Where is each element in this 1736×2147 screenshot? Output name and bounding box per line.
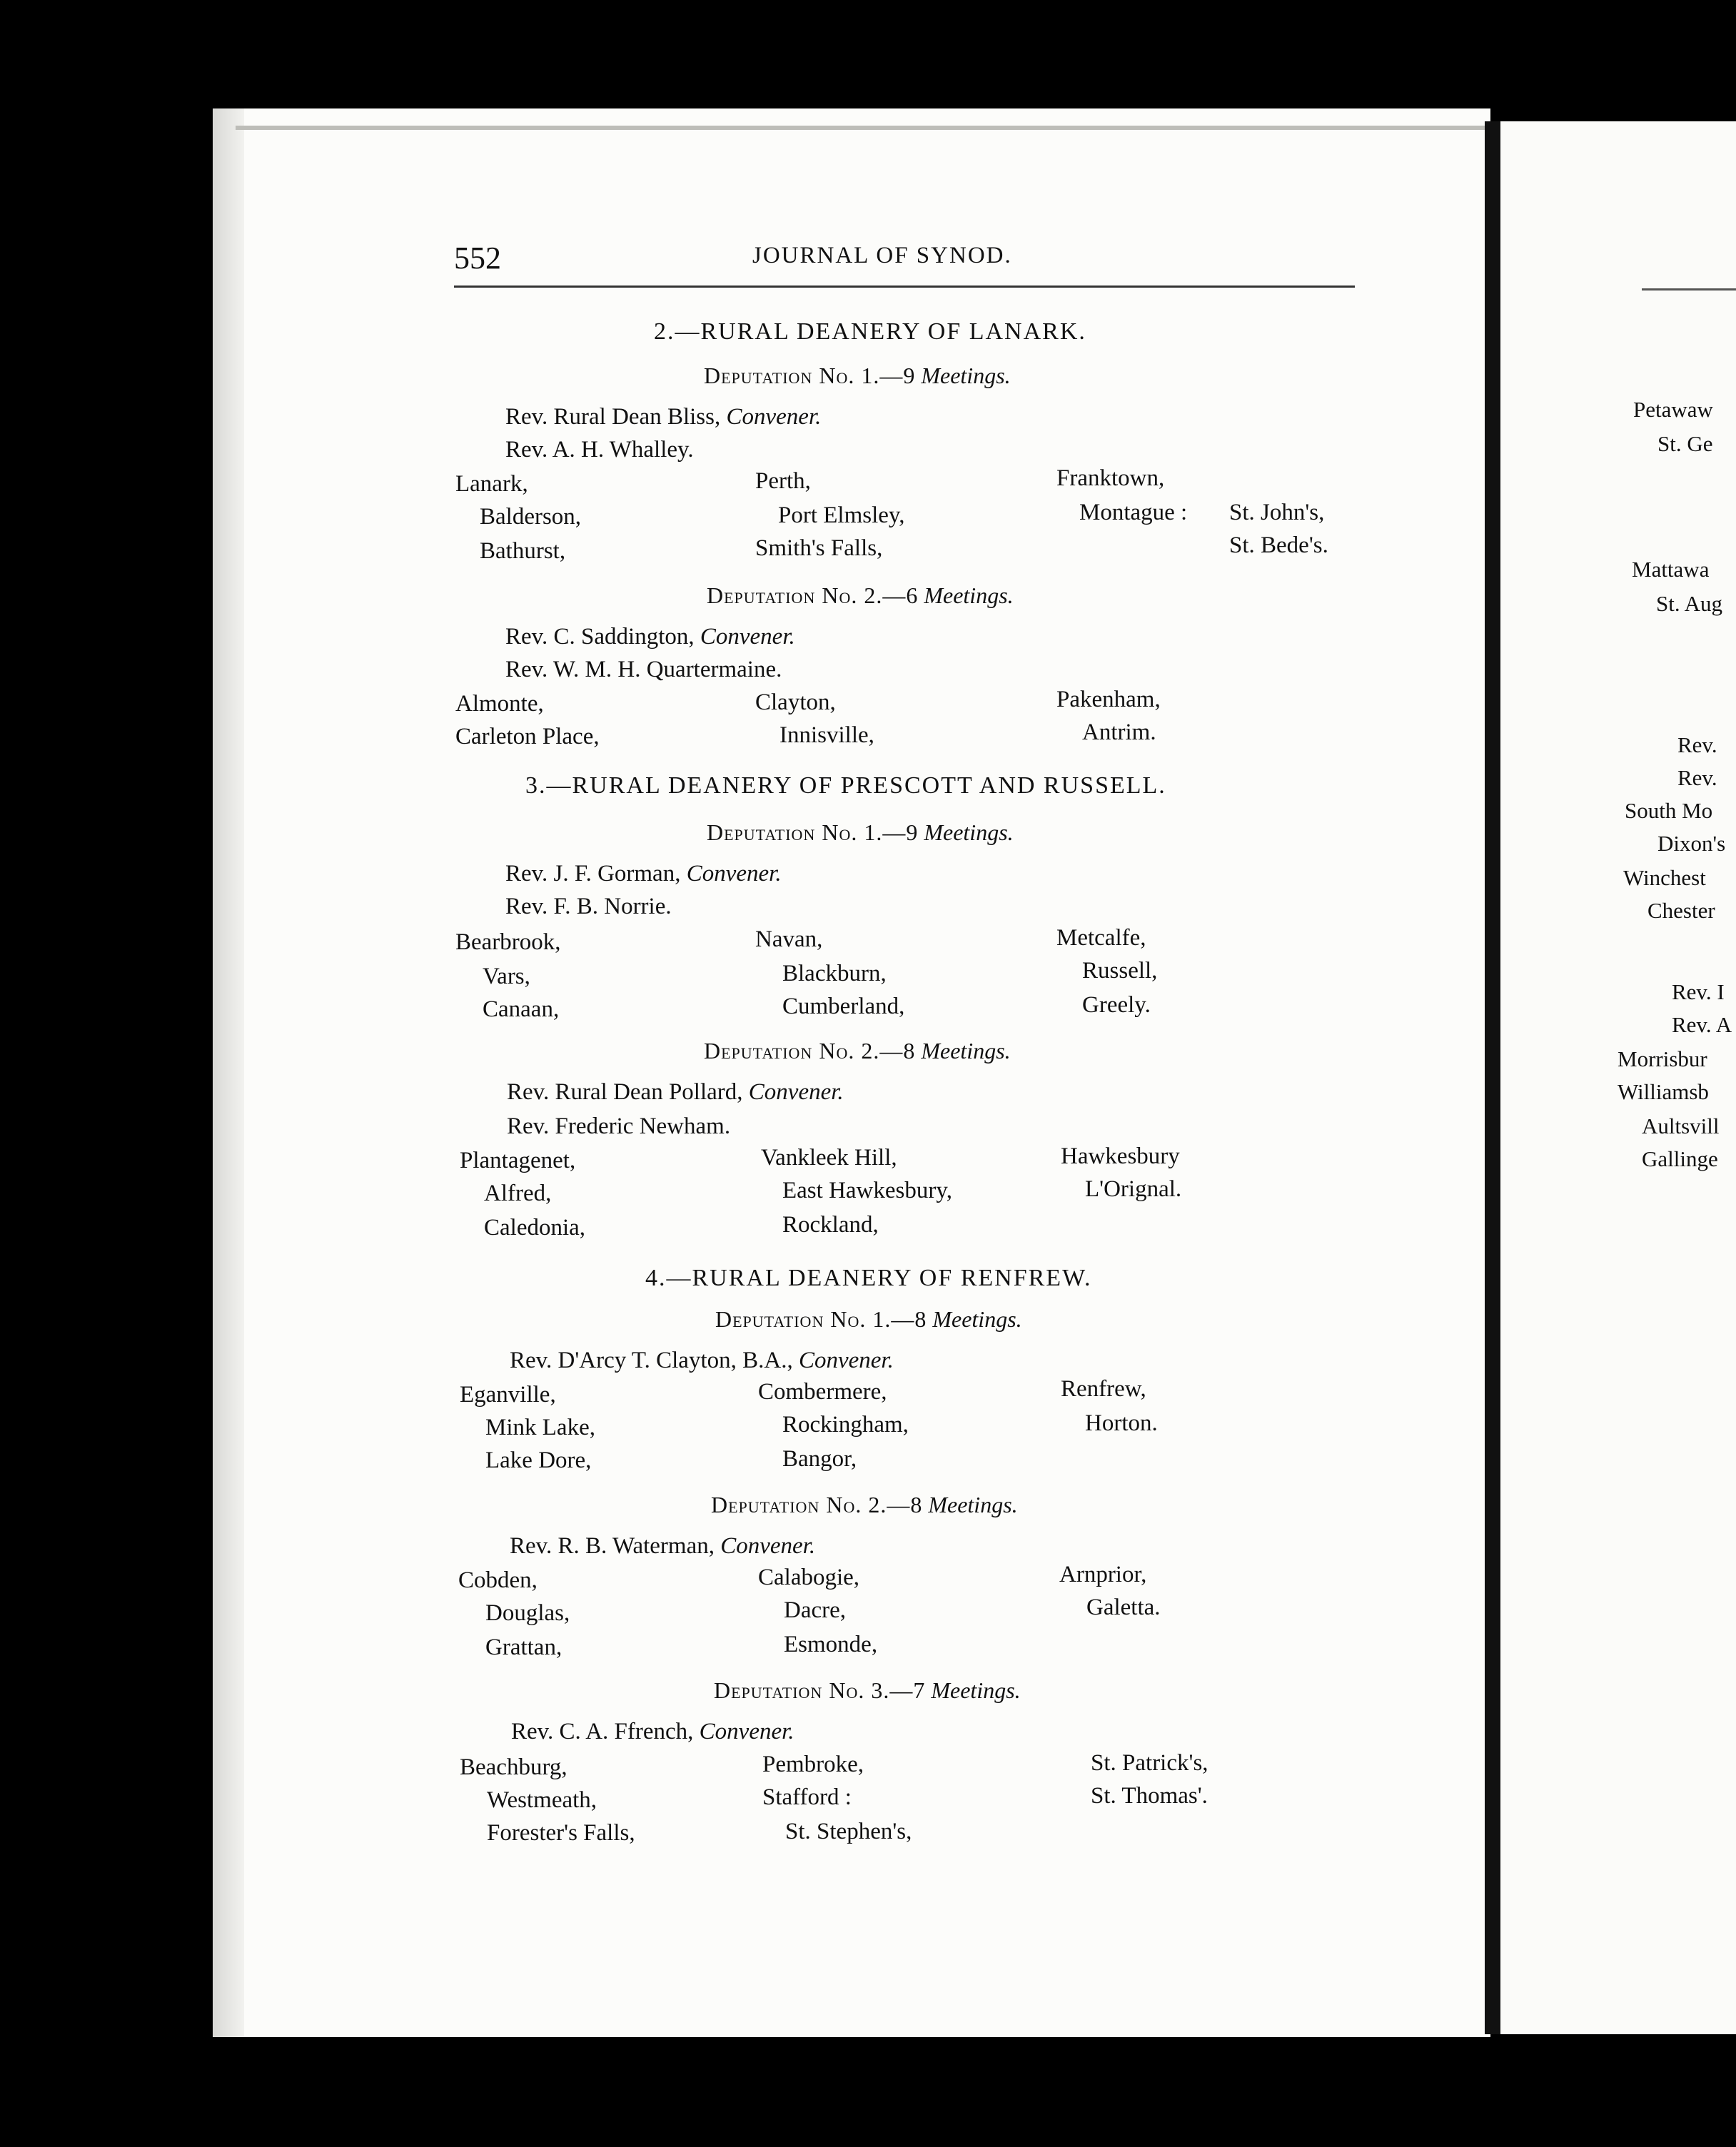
- clergy-line: Rev. Rural Dean Pollard, Convener.: [507, 1079, 844, 1105]
- section-title-renfrew: 4.—RURAL DEANERY OF RENFREW.: [645, 1265, 1092, 1291]
- page-header: [454, 240, 1355, 286]
- facing-page-text: Mattawa: [1632, 557, 1710, 582]
- place-name: Balderson,: [480, 504, 582, 530]
- place-name: St. Patrick's,: [1091, 1750, 1208, 1776]
- clergy-line: Rev. Rural Dean Bliss, Convener.: [505, 404, 822, 430]
- place-name: Bearbrook,: [455, 929, 561, 955]
- place-name: Canaan,: [483, 996, 560, 1022]
- place-name: Plantagenet,: [460, 1148, 576, 1173]
- place-name: Mink Lake,: [485, 1415, 595, 1440]
- clergy-line: Rev. R. B. Waterman, Convener.: [510, 1533, 816, 1559]
- place-name: St. Thomas'.: [1091, 1783, 1208, 1809]
- place-name: Pembroke,: [762, 1752, 864, 1777]
- place-name: Rockland,: [782, 1212, 879, 1238]
- place-name: Montague :: [1079, 500, 1188, 525]
- facing-page-text: Morrisbur: [1618, 1046, 1707, 1071]
- facing-page-text: Winchest: [1623, 865, 1706, 890]
- facing-page-text: Dixon's: [1657, 831, 1726, 856]
- clergy-line: Rev. C. A. Ffrench, Convener.: [511, 1719, 794, 1744]
- clergy-line: Rev. A. H. Whalley.: [505, 437, 694, 463]
- place-name: Smith's Falls,: [755, 535, 883, 561]
- facing-page-text: Rev.: [1677, 732, 1717, 757]
- place-name: East Hawkesbury,: [782, 1178, 952, 1203]
- place-name: Cobden,: [458, 1567, 538, 1593]
- place-name: Calabogie,: [758, 1565, 860, 1590]
- place-name: Vankleek Hill,: [761, 1145, 897, 1171]
- facing-page-text: South Mo: [1625, 798, 1713, 823]
- deputation-heading: Deputation No. 2.—8 Meetings.: [704, 1038, 1011, 1064]
- left-page: [213, 108, 1490, 2037]
- place-name: Almonte,: [455, 691, 544, 717]
- place-name: Alfred,: [484, 1181, 552, 1206]
- place-name: Forester's Falls,: [487, 1820, 635, 1846]
- right-page-rule: [1642, 288, 1736, 291]
- clergy-line: Rev. C. Saddington, Convener.: [505, 624, 795, 650]
- place-name: Russell,: [1082, 958, 1158, 984]
- place-name: Beachburg,: [460, 1754, 567, 1780]
- page-top-edge: [236, 126, 1489, 130]
- place-name: Galetta.: [1086, 1595, 1161, 1620]
- place-name: Renfrew,: [1061, 1376, 1146, 1402]
- place-name: Lake Dore,: [485, 1448, 592, 1473]
- place-name: Douglas,: [485, 1600, 570, 1626]
- place-name: Port Elmsley,: [778, 502, 905, 528]
- place-name: Horton.: [1085, 1410, 1158, 1436]
- place-name: Pakenham,: [1056, 687, 1161, 712]
- facing-page-text: St. Aug: [1656, 591, 1723, 616]
- place-name: Carleton Place,: [455, 724, 600, 749]
- facing-page-text: Williamsb: [1618, 1079, 1709, 1104]
- facing-page-text: Chester: [1647, 898, 1715, 923]
- facing-page-text: Rev. A: [1672, 1012, 1732, 1037]
- header-rule: [454, 286, 1355, 288]
- clergy-line: Rev. F. B. Norrie.: [505, 894, 672, 919]
- facing-page-text: Gallinge: [1642, 1146, 1718, 1171]
- place-name: Combermere,: [758, 1379, 887, 1405]
- facing-page-text: St. Ge: [1657, 431, 1713, 456]
- place-name: Navan,: [755, 926, 823, 952]
- place-name: Bangor,: [782, 1446, 857, 1472]
- facing-page-text: Rev.: [1677, 765, 1717, 790]
- clergy-line: Rev. Frederic Newham.: [507, 1113, 731, 1139]
- place-name: Stafford :: [762, 1784, 852, 1810]
- place-name: Lanark,: [455, 471, 528, 497]
- book-gutter: [1485, 121, 1500, 2034]
- deputation-heading: Deputation No. 2.—8 Meetings.: [711, 1492, 1018, 1517]
- facing-page-text: Petawaw: [1633, 397, 1713, 422]
- place-name: Caledonia,: [484, 1215, 586, 1241]
- clergy-line: Rev. W. M. H. Quartermaine.: [505, 657, 782, 682]
- running-title: JOURNAL OF SYNOD.: [752, 243, 1012, 268]
- place-name: L'Orignal.: [1085, 1176, 1182, 1202]
- place-name: Esmonde,: [784, 1632, 878, 1657]
- place-name: Clayton,: [755, 689, 836, 715]
- place-name: St. Bede's.: [1229, 532, 1328, 558]
- place-name: Hawkesbury: [1061, 1143, 1180, 1169]
- place-name: St. Stephen's,: [785, 1819, 912, 1844]
- deputation-heading: Deputation No. 1.—9 Meetings.: [704, 363, 1011, 388]
- facing-page-text: Rev. I: [1672, 979, 1725, 1004]
- facing-page-text: Aultsvill: [1642, 1113, 1720, 1138]
- place-name: Cumberland,: [782, 994, 905, 1019]
- place-name: Arnprior,: [1059, 1562, 1147, 1587]
- place-name: Eganville,: [460, 1382, 556, 1408]
- place-name: Innisville,: [779, 722, 874, 748]
- place-name: Bathurst,: [480, 538, 566, 564]
- place-name: Westmeath,: [487, 1787, 597, 1813]
- section-title-prescott-russell: 3.—RURAL DEANERY OF PRESCOTT AND RUSSELL.: [525, 772, 1166, 799]
- place-name: Vars,: [483, 964, 530, 989]
- section-title-lanark: 2.—RURAL DEANERY OF LANARK.: [654, 318, 1086, 345]
- place-name: Greely.: [1082, 992, 1151, 1018]
- deputation-heading: Deputation No. 2.—6 Meetings.: [707, 582, 1014, 608]
- place-name: Metcalfe,: [1056, 925, 1146, 951]
- place-name: Antrim.: [1082, 719, 1156, 745]
- place-name: Dacre,: [784, 1597, 847, 1623]
- deputation-heading: Deputation No. 1.—9 Meetings.: [707, 819, 1014, 845]
- deputation-heading: Deputation No. 3.—7 Meetings.: [714, 1677, 1021, 1703]
- place-name: Blackburn,: [782, 961, 887, 986]
- page-edge: [213, 108, 244, 2037]
- place-name: Grattan,: [485, 1635, 562, 1660]
- page-number: 552: [454, 241, 501, 276]
- place-name: Perth,: [755, 468, 811, 494]
- place-name: St. John's,: [1229, 500, 1325, 525]
- clergy-line: Rev. J. F. Gorman, Convener.: [505, 861, 782, 886]
- place-name: Rockingham,: [782, 1412, 909, 1438]
- deputation-heading: Deputation No. 1.—8 Meetings.: [715, 1306, 1022, 1332]
- place-name: Franktown,: [1056, 465, 1165, 491]
- clergy-line: Rev. D'Arcy T. Clayton, B.A., Convener.: [510, 1348, 894, 1373]
